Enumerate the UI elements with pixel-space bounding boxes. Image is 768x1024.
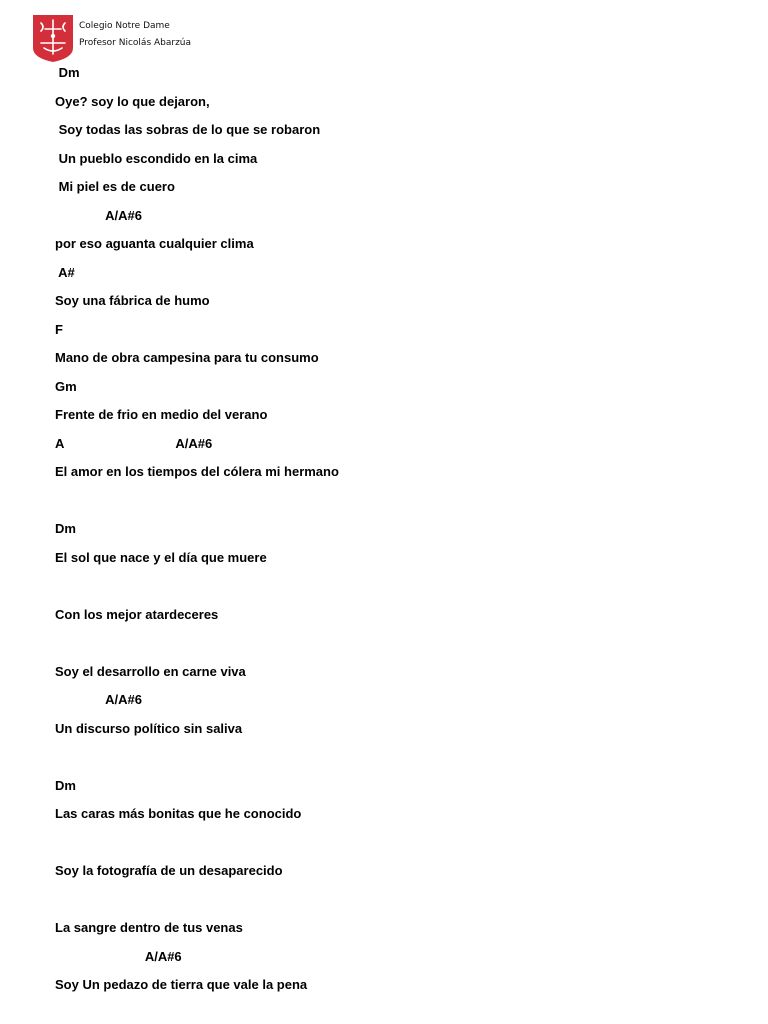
chord-line: A/A#6 [55,692,142,707]
blank-line [55,835,745,864]
blank-line [55,749,745,778]
lyric-line: Soy una fábrica de humo [55,293,210,308]
chord-line: F [55,321,63,337]
chord-line: Gm [55,378,77,394]
chord-line: Dm [55,65,80,80]
lyric-line: por eso aguanta cualquier clima [55,236,254,251]
lyric-line: Con los mejor atardeceres [55,606,219,622]
lyric-line: El sol que nace y el día que muere [55,549,267,565]
lyric-line: Soy la fotografía de un desaparecido [55,863,283,878]
lyric-line: Un discurso político sin saliva [55,720,243,736]
blank-line [55,493,745,522]
lyric-line: Oye? soy lo que dejaron, [55,93,210,109]
school-name: Colegio Notre Dame [79,21,170,31]
teacher-name: Profesor Nicolás Abarzúa [79,38,192,48]
chord-line: A/A#6 [55,207,142,223]
chord-line: Dm [55,777,76,793]
school-crest-icon [32,14,74,63]
blank-line [55,635,745,664]
blank-line [55,892,745,921]
lyric-line: Mano de obra campesina para tu consumo [55,350,319,365]
lyric-line: Mi piel es de cuero [55,179,175,194]
chord-line: A/A#6 [55,948,182,964]
lyric-line: Las caras más bonitas que he conocido [55,806,302,821]
lyric-line: Soy el desarrollo en carne viva [55,663,246,679]
song-lyrics [55,65,745,1006]
chord-line: Dm [55,521,76,536]
lyric-line: El amor en los tiempos del cólera mi hermano [55,464,339,479]
blank-line [55,578,745,607]
lyric-line: Frente de frio en medio del verano [55,407,268,422]
lyric-line: Soy todas las sobras de lo que se robaron [55,122,321,137]
chord-line: A# [55,264,75,280]
chord-line: A A/A#6 [55,435,213,451]
lyric-line: Un pueblo escondido en la cima [55,150,258,166]
lyric-line: Soy Un pedazo de tierra que vale la pena [55,977,308,992]
lyric-line: La sangre dentro de tus venas [55,920,243,935]
